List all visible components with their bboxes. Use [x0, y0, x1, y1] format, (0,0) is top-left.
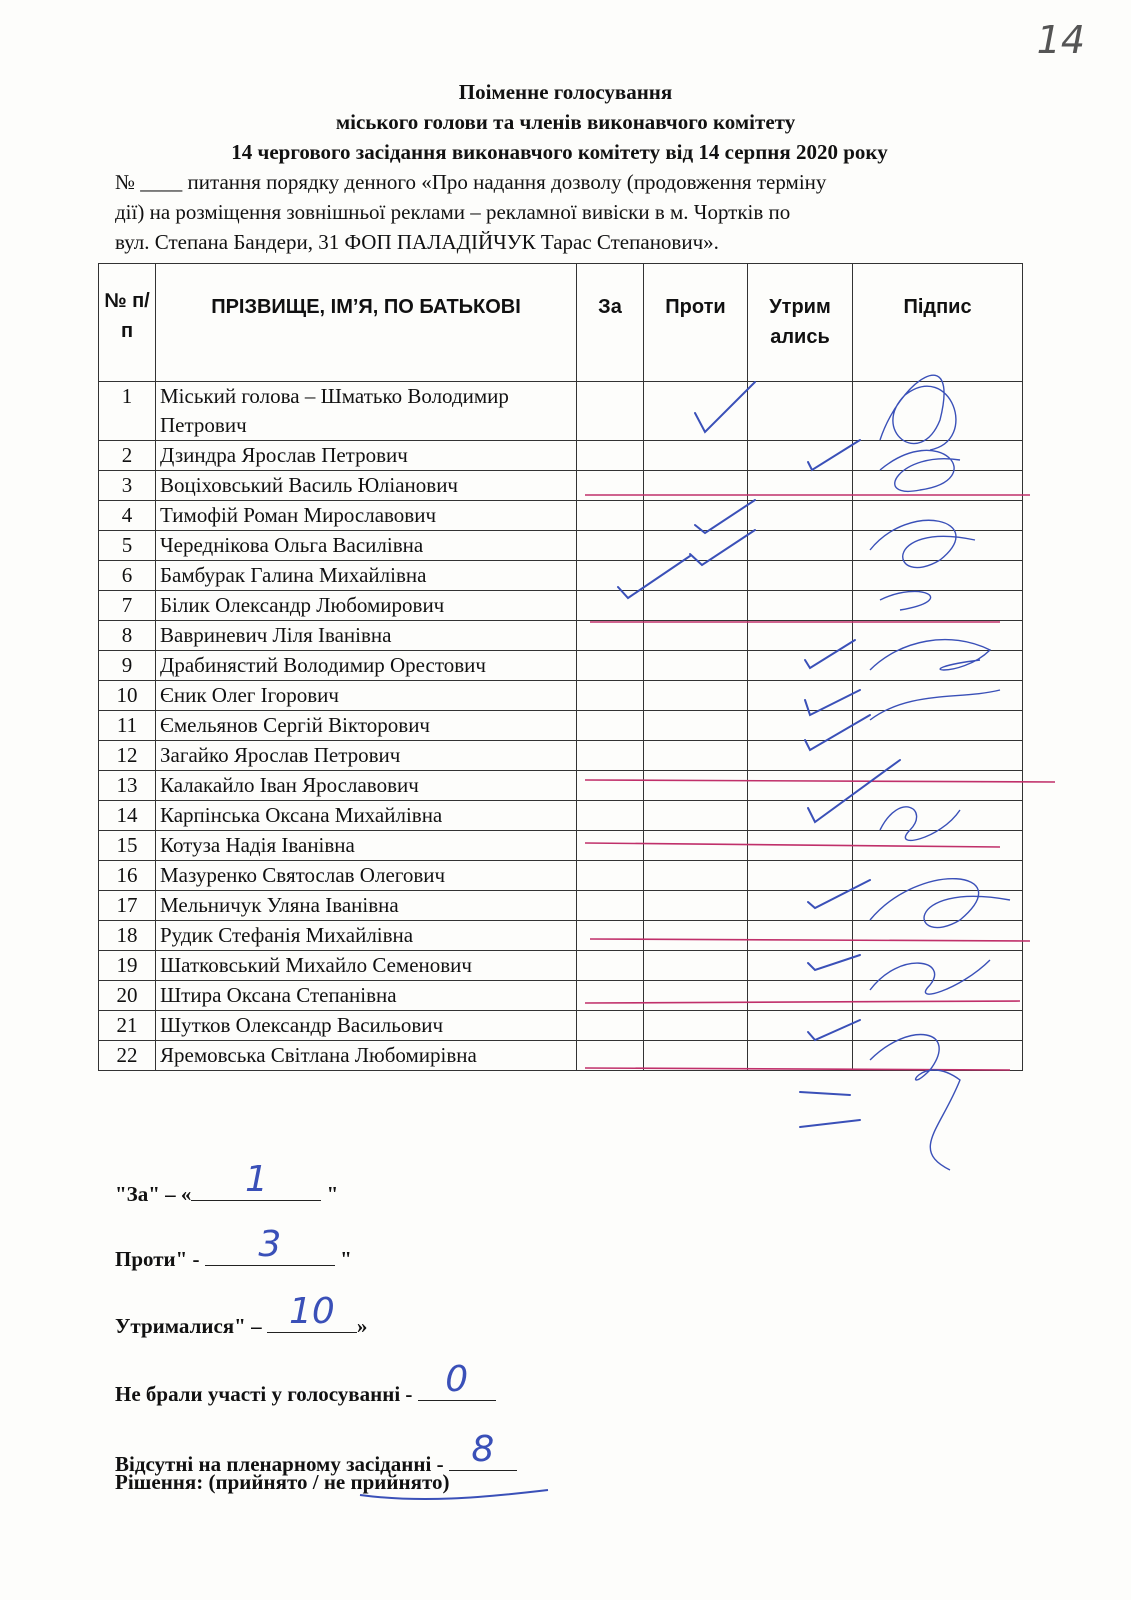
row-name: Калакайло Іван Ярославович	[156, 771, 577, 801]
cell-za	[577, 891, 644, 921]
row-name: Вавриневич Ліля Іванівна	[156, 621, 577, 651]
cell-signature	[853, 1041, 1023, 1071]
summary-vidsutni-label: Відсутні на пленарному засіданні -	[115, 1452, 449, 1476]
table-row	[99, 651, 1023, 681]
cell-za	[577, 831, 644, 861]
header-za: За	[577, 264, 644, 382]
cell-signature	[853, 951, 1023, 981]
cell-utrymalis	[748, 861, 853, 891]
row-name: Воціховський Василь Юліанович	[156, 471, 577, 501]
row-number: 19	[99, 951, 156, 981]
cell-utrymalis	[748, 651, 853, 681]
cell-za	[577, 651, 644, 681]
header-name: ПРІЗВИЩЕ, ІМ’Я, ПО БАТЬКОВІ	[156, 264, 577, 382]
row-number: 6	[99, 561, 156, 591]
table-row	[99, 382, 1023, 441]
row-number: 22	[99, 1041, 156, 1071]
intro-line-3: вул. Степана Бандери, 31 ФОП ПАЛАДІЙЧУК Тарас Степанович».	[115, 230, 719, 254]
row-number: 4	[99, 501, 156, 531]
cell-signature	[853, 1011, 1023, 1041]
summary-utr-label: Утрималися" –	[115, 1314, 267, 1338]
row-name: Тимофій Роман Мирославович	[156, 501, 577, 531]
summary-rishennia-label: Рішення: (прийнято /	[115, 1470, 324, 1494]
check-icon-utr-22	[800, 1120, 860, 1127]
cell-za	[577, 382, 644, 441]
cell-signature	[853, 591, 1023, 621]
row-name: Дзиндра Ярослав Петрович	[156, 441, 577, 471]
cell-utrymalis	[748, 951, 853, 981]
summary-utrymalis	[115, 1291, 368, 1339]
row-number: 14	[99, 801, 156, 831]
cell-utrymalis	[748, 741, 853, 771]
cell-proty	[644, 771, 748, 801]
summary-za-label: "За" – «	[115, 1182, 192, 1206]
cell-signature	[853, 861, 1023, 891]
summary-ne-brali	[115, 1359, 496, 1407]
summary-proty-value: 3	[258, 1224, 282, 1265]
row-name: Єник Олег Ігорович	[156, 681, 577, 711]
summary-rishennia-end: )	[442, 1470, 450, 1494]
cell-proty	[644, 1041, 748, 1071]
table-row	[99, 741, 1023, 771]
cell-utrymalis	[748, 681, 853, 711]
check-icon-utr-21	[800, 1092, 850, 1095]
cell-utrymalis	[748, 591, 853, 621]
cell-za	[577, 681, 644, 711]
cell-proty	[644, 921, 748, 951]
summary-ne-brali-label: Не брали участі у голосуванні -	[115, 1382, 418, 1406]
cell-signature	[853, 531, 1023, 561]
table-row	[99, 801, 1023, 831]
table-row	[99, 1041, 1023, 1071]
cell-proty	[644, 621, 748, 651]
cell-utrymalis	[748, 1041, 853, 1071]
table-row	[99, 711, 1023, 741]
summary-proty	[115, 1224, 352, 1272]
cell-signature	[853, 561, 1023, 591]
table-row	[99, 771, 1023, 801]
table-row	[99, 1011, 1023, 1041]
table-row	[99, 591, 1023, 621]
cell-proty	[644, 651, 748, 681]
intro-line-1: № ____ питання порядку денного «Про надання дозволу (продовження терміну	[115, 170, 827, 194]
title-line-3: 14 чергового засідання виконавчого комітету від 14 серпня 2020 року	[231, 140, 888, 164]
cell-utrymalis	[748, 831, 853, 861]
summary-rishennia	[115, 1470, 449, 1495]
cell-utrymalis	[748, 441, 853, 471]
table-row	[99, 681, 1023, 711]
row-name: Шутков Олександр Васильович	[156, 1011, 577, 1041]
row-number: 5	[99, 531, 156, 561]
cell-proty	[644, 471, 748, 501]
cell-signature	[853, 981, 1023, 1011]
cell-utrymalis	[748, 1011, 853, 1041]
intro-line-2: дії) на розміщення зовнішньої реклами – рекламної вивіски в м. Чортків по	[115, 200, 791, 224]
cell-signature	[853, 471, 1023, 501]
cell-proty	[644, 891, 748, 921]
cell-signature	[853, 741, 1023, 771]
row-number: 13	[99, 771, 156, 801]
summary-za-end: "	[321, 1182, 339, 1206]
cell-za	[577, 771, 644, 801]
row-number: 15	[99, 831, 156, 861]
cell-proty	[644, 981, 748, 1011]
row-number: 1	[99, 382, 156, 441]
row-name: Загайко Ярослав Петрович	[156, 741, 577, 771]
cell-utrymalis	[748, 382, 853, 441]
row-name: Рудик Стефанія Михайлівна	[156, 921, 577, 951]
cell-utrymalis	[748, 471, 853, 501]
cell-proty	[644, 801, 748, 831]
table-row	[99, 861, 1023, 891]
cell-proty	[644, 441, 748, 471]
cell-proty	[644, 501, 748, 531]
cell-proty	[644, 951, 748, 981]
cell-za	[577, 861, 644, 891]
page-number: 14	[1036, 18, 1085, 62]
cell-signature	[853, 771, 1023, 801]
summary-rishennia-selected: не прийнято	[323, 1470, 443, 1494]
table-row	[99, 561, 1023, 591]
cell-za	[577, 591, 644, 621]
summary-utr-end: »	[356, 1314, 368, 1338]
summary-vidsutni-value: 8	[471, 1429, 495, 1470]
table-row	[99, 921, 1023, 951]
table-row	[99, 471, 1023, 501]
row-number: 16	[99, 861, 156, 891]
cell-signature	[853, 501, 1023, 531]
cell-za	[577, 921, 644, 951]
cell-signature	[853, 651, 1023, 681]
table-row	[99, 891, 1023, 921]
table-row	[99, 951, 1023, 981]
cell-signature	[853, 382, 1023, 441]
cell-za	[577, 711, 644, 741]
row-number: 2	[99, 441, 156, 471]
header-utrymalis: Утрим ались	[748, 264, 853, 382]
row-number: 9	[99, 651, 156, 681]
cell-za	[577, 801, 644, 831]
row-name: Ємельянов Сергій Вікторович	[156, 711, 577, 741]
cell-utrymalis	[748, 711, 853, 741]
cell-za	[577, 1041, 644, 1071]
table-row	[99, 981, 1023, 1011]
cell-proty	[644, 711, 748, 741]
row-number: 20	[99, 981, 156, 1011]
cell-za	[577, 951, 644, 981]
row-number: 12	[99, 741, 156, 771]
cell-proty	[644, 681, 748, 711]
cell-za	[577, 531, 644, 561]
cell-signature	[853, 681, 1023, 711]
cell-utrymalis	[748, 501, 853, 531]
cell-signature	[853, 891, 1023, 921]
cell-signature	[853, 831, 1023, 861]
row-number: 17	[99, 891, 156, 921]
cell-proty	[644, 741, 748, 771]
cell-za	[577, 1011, 644, 1041]
cell-za	[577, 561, 644, 591]
row-name: Карпінська Оксана Михайлівна	[156, 801, 577, 831]
cell-za	[577, 621, 644, 651]
header-proty: Проти	[644, 264, 748, 382]
row-name: Драбинястий Володимир Орестович	[156, 651, 577, 681]
table-row	[99, 621, 1023, 651]
row-name: Череднікова Ольга Василівна	[156, 531, 577, 561]
summary-ne-brali-value: 0	[445, 1359, 469, 1400]
summary-utr-value: 10	[288, 1291, 335, 1332]
row-name: Міський голова – Шматько Володимир Петрович	[156, 382, 577, 441]
table-row	[99, 501, 1023, 531]
header-num: № п/п	[99, 264, 156, 382]
row-name: Бамбурак Галина Михайлівна	[156, 561, 577, 591]
row-name: Котуза Надія Іванівна	[156, 831, 577, 861]
cell-signature	[853, 621, 1023, 651]
cell-proty	[644, 591, 748, 621]
header-pidpys: Підпис	[853, 264, 1023, 382]
row-number: 18	[99, 921, 156, 951]
row-number: 21	[99, 1011, 156, 1041]
title-line-1: Поіменне голосування	[458, 80, 673, 104]
summary-proty-label: Проти" -	[115, 1247, 205, 1271]
voting-table	[98, 263, 1023, 1071]
table-header-row	[99, 264, 1023, 382]
cell-utrymalis	[748, 561, 853, 591]
title-line-2: міського голови та членів виконавчого комітету	[335, 110, 796, 134]
cell-za	[577, 741, 644, 771]
cell-utrymalis	[748, 621, 853, 651]
row-name: Яремовська Світлана Любомирівна	[156, 1041, 577, 1071]
row-number: 7	[99, 591, 156, 621]
row-name: Шатковський Михайло Семенович	[156, 951, 577, 981]
cell-signature	[853, 921, 1023, 951]
cell-proty	[644, 531, 748, 561]
cell-proty	[644, 561, 748, 591]
row-name: Білик Олександр Любомирович	[156, 591, 577, 621]
cell-utrymalis	[748, 921, 853, 951]
table-row	[99, 531, 1023, 561]
cell-za	[577, 981, 644, 1011]
row-name: Мельничук Уляна Іванівна	[156, 891, 577, 921]
cell-utrymalis	[748, 531, 853, 561]
cell-za	[577, 501, 644, 531]
summary-za-value: 1	[244, 1159, 268, 1200]
cell-proty	[644, 861, 748, 891]
cell-utrymalis	[748, 981, 853, 1011]
row-number: 3	[99, 471, 156, 501]
cell-proty	[644, 1011, 748, 1041]
cell-signature	[853, 801, 1023, 831]
row-name: Мазуренко Святослав Олегович	[156, 861, 577, 891]
row-number: 11	[99, 711, 156, 741]
cell-za	[577, 441, 644, 471]
cell-signature	[853, 441, 1023, 471]
cell-za	[577, 471, 644, 501]
cell-utrymalis	[748, 801, 853, 831]
table-row	[99, 831, 1023, 861]
summary-proty-end: "	[334, 1247, 352, 1271]
cell-proty	[644, 382, 748, 441]
cell-utrymalis	[748, 891, 853, 921]
table-row	[99, 441, 1023, 471]
table-body	[99, 382, 1023, 1071]
cell-signature	[853, 711, 1023, 741]
row-number: 8	[99, 621, 156, 651]
cell-proty	[644, 831, 748, 861]
cell-utrymalis	[748, 771, 853, 801]
row-name: Штира Оксана Степанівна	[156, 981, 577, 1011]
row-number: 10	[99, 681, 156, 711]
summary-za	[115, 1159, 339, 1207]
